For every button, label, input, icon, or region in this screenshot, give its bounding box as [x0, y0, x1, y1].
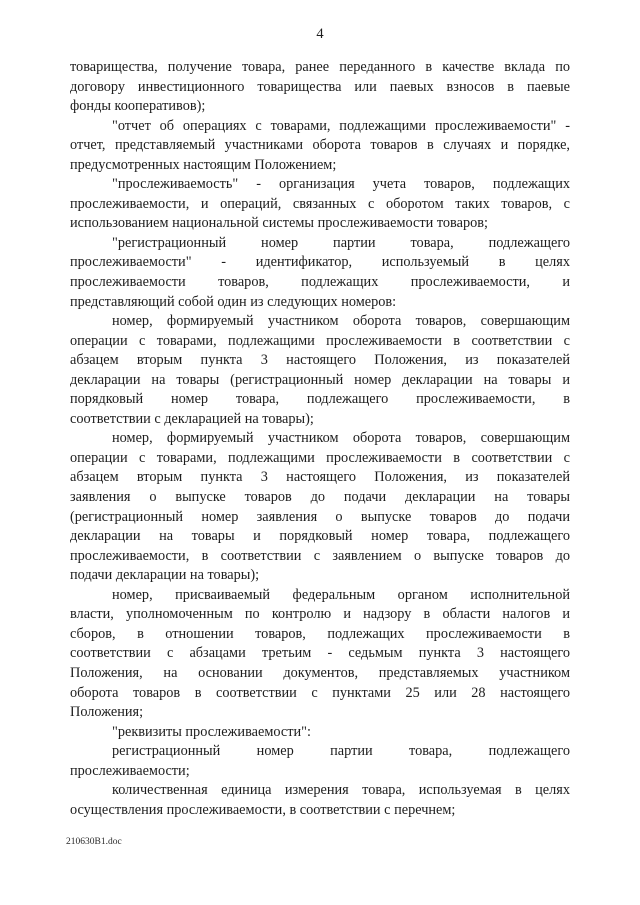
text-line: абзацем вторым пункта 3 настоящего Положения, из показателей	[70, 469, 570, 486]
text-line: декларации на товары и порядковый номер товара, подлежащего	[70, 528, 570, 545]
paragraph	[70, 429, 570, 585]
text-line: количественная единица измерения товара, используемая в целях	[112, 782, 570, 799]
text-line: "прослеживаемость" - организация учета товаров, подлежащих	[112, 176, 570, 193]
text-line: товарищества, получение товара, ранее переданного в качестве вклада по	[70, 59, 570, 75]
text-line: "отчет об операциях с товарами, подлежащими прослеживаемости" -	[112, 117, 570, 134]
text-line: использованием национальной системы прослеживаемости товаров;	[70, 215, 488, 232]
paragraph	[70, 586, 570, 723]
text-line: прослеживаемости;	[70, 762, 190, 779]
document-filename: 210630B1.doc	[66, 837, 122, 847]
text-line: абзацем вторым пункта 3 настоящего Положения, из показателей	[70, 352, 570, 369]
text-line: номер, присваиваемый федеральным органом исполнительной	[112, 586, 570, 603]
paragraph	[70, 234, 570, 312]
text-line: Положения, на основании документов, представляемых участником	[70, 664, 570, 681]
paragraph	[70, 58, 570, 117]
paragraph	[70, 781, 570, 820]
text-line: фонды кооперативов);	[70, 98, 206, 115]
text-line: отчет, представляемый участниками оборота товаров в случаях и порядке,	[70, 137, 570, 154]
text-line: осуществления прослеживаемости, в соответствии с перечнем;	[70, 801, 456, 818]
text-line: регистрационный номер партии товара, подлежащего	[112, 743, 570, 760]
text-line: заявления о выпуске товаров до подачи декларации на товары	[70, 489, 570, 506]
text-line: прослеживаемости, в соответствии с заявлением о выпуске товаров до	[70, 547, 570, 564]
text-line: декларации на товары (регистрационный номер декларации на товары и	[70, 371, 570, 388]
paragraph	[70, 742, 570, 781]
text-line: порядковый номер товара, подлежащего прослеживаемости, в	[70, 391, 570, 408]
text-line: соответствии с абзацами третьим - седьмым пункта 3 настоящего	[70, 645, 570, 662]
text-line: прослеживаемости товаров, подлежащих прослеживаемости, и	[70, 274, 570, 291]
text-line: номер, формируемый участником оборота товаров, совершающим	[112, 430, 570, 447]
page-number: 4	[316, 26, 324, 42]
text-line: соответствии с декларацией на товары);	[70, 410, 314, 427]
text-line: оборота товаров в соответствии с пунктами 25 или 28 настоящего	[70, 684, 570, 701]
text-line: операции с товарами, подлежащими прослеживаемости в соответствии с	[70, 449, 570, 466]
text-line: (регистрационный номер заявления о выпуске товаров до подачи	[70, 508, 570, 525]
paragraph	[70, 723, 570, 743]
text-line: операции с товарами, подлежащими прослеживаемости в соответствии с	[70, 332, 570, 349]
text-line: номер, формируемый участником оборота товаров, совершающим	[112, 313, 570, 330]
document-body	[70, 58, 570, 820]
text-line: предусмотренных настоящим Положением;	[70, 156, 337, 173]
text-line: прослеживаемости, и операций, связанных с оборотом таких товаров, с	[70, 195, 570, 212]
text-line: Положения;	[70, 704, 144, 721]
text-line: представляющий собой один из следующих номеров:	[70, 293, 397, 310]
text-line: сборов, в отношении товаров, подлежащих прослеживаемости в	[70, 625, 570, 642]
text-line: власти, уполномоченным по контролю и надзору в области налогов и	[70, 606, 570, 623]
paragraph	[70, 117, 570, 176]
text-line: подачи декларации на товары);	[70, 567, 260, 584]
paragraph	[70, 175, 570, 234]
text-line: "реквизиты прослеживаемости":	[112, 723, 311, 740]
text-line: "регистрационный номер партии товара, подлежащего	[112, 234, 570, 251]
paragraph	[70, 312, 570, 429]
text-line: договору инвестиционного товарищества или паевых взносов в паевые	[70, 78, 570, 95]
text-line: прослеживаемости" - идентификатор, используемый в целях	[70, 254, 570, 271]
